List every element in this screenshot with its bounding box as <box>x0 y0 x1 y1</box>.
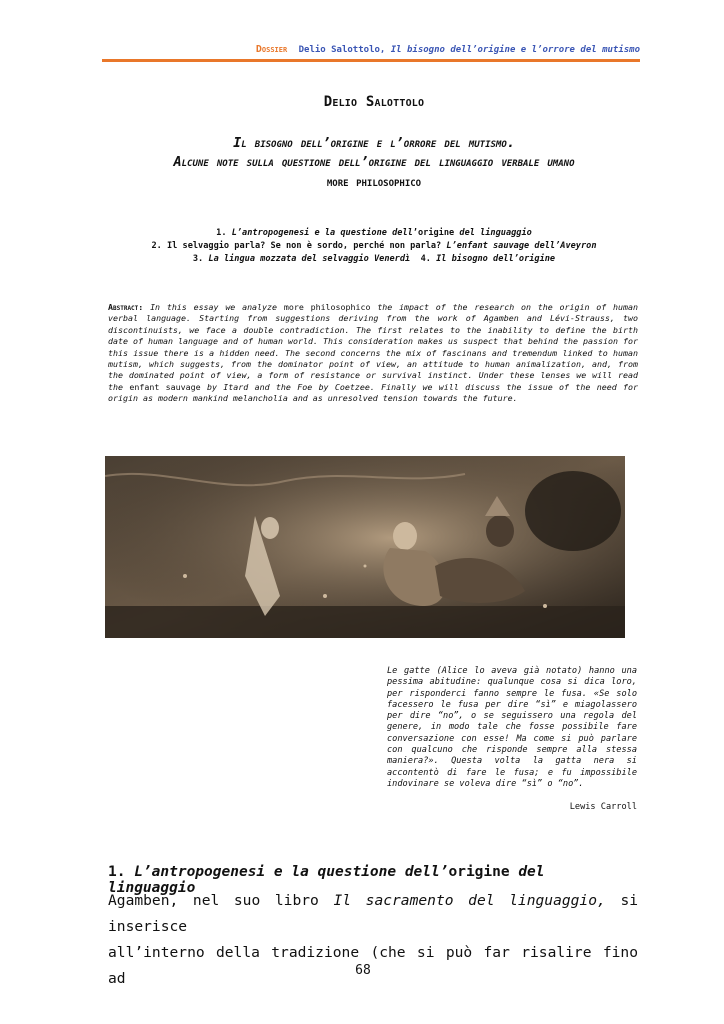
abstract-text-1: In this essay we analyze <box>150 302 278 312</box>
header-title: Il bisogno dell’origine e l’orrore del mutismo <box>390 45 640 55</box>
toc-item1-a: L’antropogenesi e la questione dell <box>231 228 413 238</box>
toc-item4-a: Il bisogno dell’origine <box>436 254 556 264</box>
toc-item2-c: dell’Aveyron <box>534 241 597 251</box>
body-line1-b: Il sacramento del linguaggio, <box>333 892 606 909</box>
toc-item4-num: 4. <box>420 254 431 264</box>
section-title-a: L’antropogenesi e la questione dell’ <box>134 864 449 880</box>
epigraph-quote: Le gatte (Alice lo aveva già notato) hanno una pessima abitudine: qualunque cosa si dica loro, per risponderci fanno sempre le fusa. «Se solo facessero le fusa per dire “sì” e miagolassero per dire “no”, o se seguissero una regola del genere, in modo tale che fosse possibile fare conversazione con esse! Ma come si può parlare con qualcuno che risponde sempre alla stessa maniera?». Questa volta la gatta nera si accontentò di fare le fusa; e fu impossibile indovinare se voleva dire “sì” o “no”. <box>387 666 637 789</box>
toc-item1-num: 1. <box>216 228 227 238</box>
abstract <box>108 302 638 405</box>
article-title <box>100 134 648 191</box>
section-num: 1. <box>108 864 126 880</box>
running-header <box>108 44 640 55</box>
title-line-1: Il bisogno dell’origine e l’orrore del mutismo. <box>233 135 515 151</box>
toc-line-2 <box>108 240 640 253</box>
toc-item2-a: 2. Il selvaggio parla? Se non è sordo, perché non parla? <box>151 241 442 251</box>
title-line-3: more philosophico <box>326 174 422 189</box>
article-author: Delio Salottolo <box>323 94 425 110</box>
abstract-text-3: by Itard and the Foe by Coetzee. Finally we will discuss the issue of the need for origin as modern mankind melancholia and as unresolved tension towards the future. <box>108 381 639 404</box>
toc-item3-a: La lingua mozzata del selvaggio Venerdì <box>208 254 411 264</box>
body-line1-c: si inserisce <box>108 892 639 935</box>
toc-item3-num: 3. <box>192 254 204 264</box>
abstract-text-2: the impact of the research on the origin of human verbal language. Starting from suggestions deriving from the work of Agamben and Lévi-Strauss, two discontinuists, we face a double contradiction. The first relates to the inability to define the birth date of human language and of human world. This consideration makes us suspect that behind the passion for this issue there is a hidden need. The second concerns the mix of fascinans and tremendum linked to human mutism, which suggests, from the dominator point of view, an attitude to human animalization, and, from the dominated point of view, a form of resistance or survival instinct. Under these lenses we will read the <box>108 302 639 392</box>
sepia-photograph <box>105 456 625 638</box>
abstract-enfant: enfant sauvage <box>129 381 201 392</box>
toc-item1-c: del linguaggio <box>459 228 532 238</box>
header-divider <box>102 59 640 62</box>
abstract-label: Abstract: <box>108 302 144 312</box>
body-line-2: all’interno della tradizione (che si può far risalire fino ad <box>108 944 638 987</box>
body-line1-a: Agamben, nel suo libro <box>108 892 319 909</box>
page-number: 68 <box>355 963 371 978</box>
title-line-2: Alcune note sulla questione dell’origine del linguaggio verbale umano <box>173 154 575 170</box>
toc-line-1 <box>108 227 640 240</box>
toc-item1-b: ’origine <box>412 228 455 238</box>
header-author: Delio Salottolo, <box>298 45 386 55</box>
photo-illustration <box>105 456 625 638</box>
header-section: Dossier <box>255 44 288 55</box>
body-line-1 <box>108 888 638 940</box>
toc-line-3 <box>108 253 640 266</box>
table-of-contents <box>108 227 640 266</box>
section-title-b: origine <box>448 864 510 880</box>
toc-item2-b: L’enfant sauvage <box>446 241 530 251</box>
epigraph-author: Lewis Carroll <box>569 802 637 812</box>
abstract-more: more philosophico <box>283 302 371 312</box>
section-title-c: del linguaggio <box>108 864 545 896</box>
